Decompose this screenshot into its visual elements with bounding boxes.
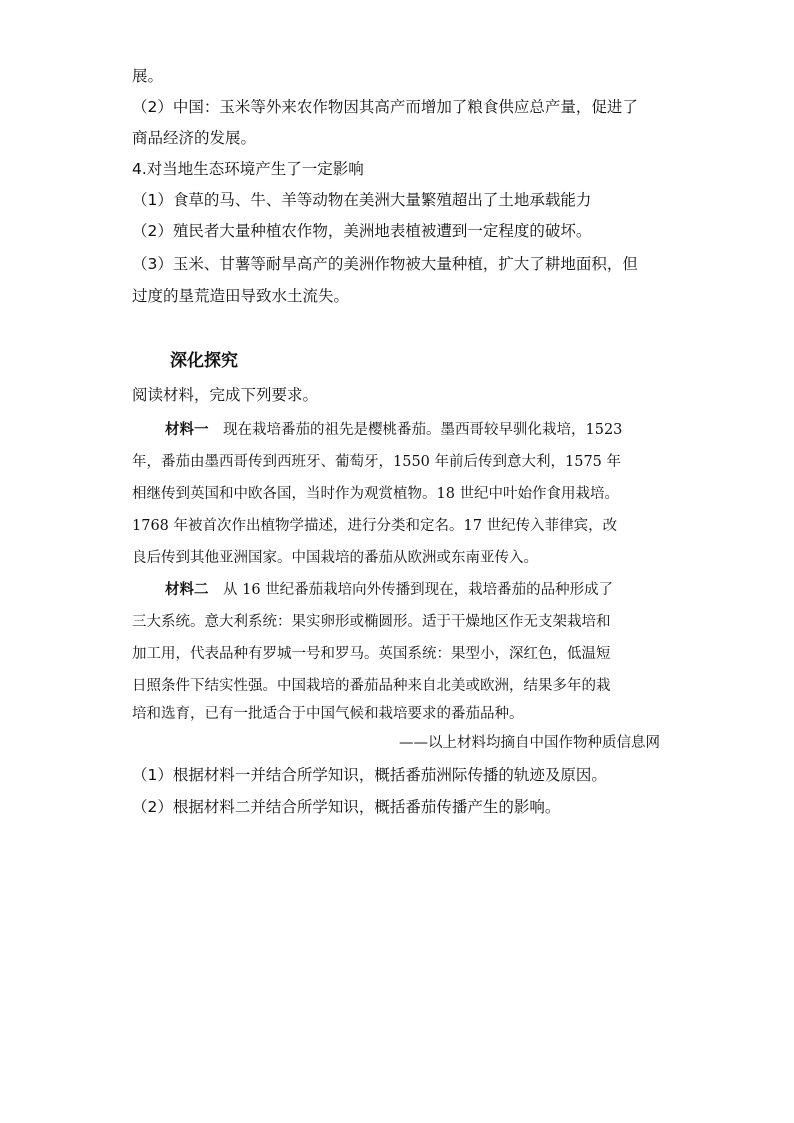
material-two-line xyxy=(165,580,613,600)
text-line: （2）殖民者大量种植农作物，美洲地表植被遭到一定程度的破坏。 xyxy=(132,222,592,240)
material-two-line: 培和选育，已有一批适合于中国气候和栽培要求的番茄品种。 xyxy=(132,706,524,722)
material-one-line: 年，番茄由墨西哥传到西班牙、葡萄牙，1550 年前后传到意大利，1575 年 xyxy=(132,454,622,470)
material-two-text: 从 16 世纪番茄栽培向外传播到现在，栽培番茄的品种形成了 xyxy=(208,582,614,598)
material-one-line: 良后传到其他亚洲国家。中国栽培的番茄从欧洲或东南亚传入。 xyxy=(132,550,538,566)
text-line: 过度的垦荒造田导致水土流失。 xyxy=(132,287,350,305)
section-heading: 深化探究 xyxy=(170,351,238,371)
text-line: 展。 xyxy=(132,67,164,85)
text-line: （1）食草的马、牛、羊等动物在美洲大量繁殖超出了土地承载能力 xyxy=(132,191,592,209)
text-line: （2）中国：玉米等外来农作物因其高产而增加了粮食供应总产量，促进了 xyxy=(132,98,638,116)
text-line: 商品经济的发展。 xyxy=(132,129,257,147)
material-one-line xyxy=(165,420,622,440)
material-one-label: 材料一 xyxy=(165,421,209,438)
section-intro: 阅读材料，完成下列要求。 xyxy=(132,386,319,404)
material-one-line: 相继传到英国和中欧各国，当时作为观赏植物。18 世纪中叶始作食用栽培。 xyxy=(132,486,620,502)
material-two-line: 三大系统。意大利系统：果实卵形或椭圆形。适于干燥地区作无支架栽培和 xyxy=(132,614,611,630)
text-line: （3）玉米、甘薯等耐旱高产的美洲作物被大量种植，扩大了耕地面积，但 xyxy=(132,255,638,273)
question-two: （2）根据材料二并结合所学知识，概括番茄传播产生的影响。 xyxy=(132,798,561,816)
material-two-line: 加工用，代表品种有罗城一号和罗马。英国系统：果型小，深红色，低温短 xyxy=(132,646,611,662)
material-one-text: 现在栽培番茄的祖先是樱桃番茄。墨西哥较早驯化栽培，1523 xyxy=(208,422,623,438)
question-one: （1）根据材料一并结合所学知识，概括番茄洲际传播的轨迹及原因。 xyxy=(132,766,607,784)
source-citation: ——以上材料均摘自中国作物种质信息网 xyxy=(399,735,660,751)
material-two-line: 日照条件下结实性强。中国栽培的番茄品种来自北美或欧洲，结果多年的栽 xyxy=(132,678,611,694)
material-two-label: 材料二 xyxy=(165,581,209,598)
text-line: 4.对当地生态环境产生了一定影响 xyxy=(132,160,364,178)
material-one-line: 1768 年被首次作出植物学描述，进行分类和定名。17 世纪传入菲律宾，改 xyxy=(132,518,618,534)
